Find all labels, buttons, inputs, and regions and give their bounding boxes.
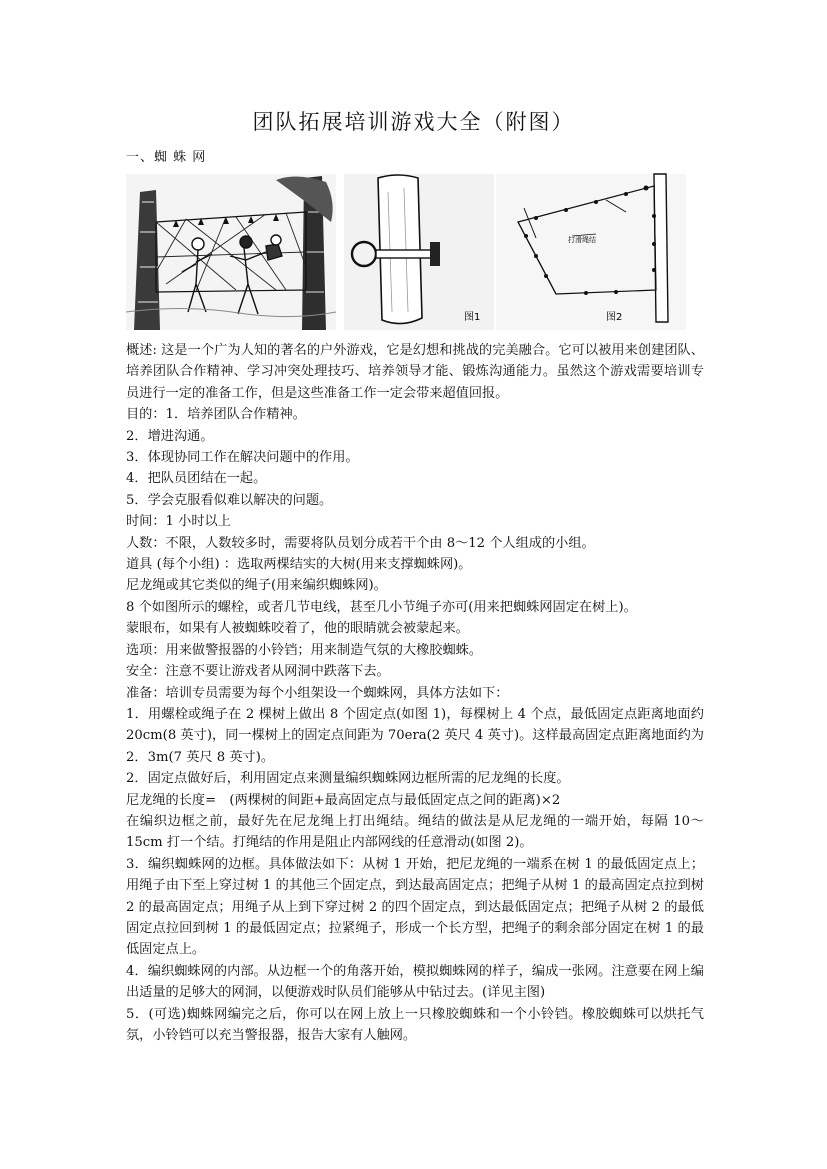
- body-text: [126, 340, 704, 1046]
- figure-2-knots: [496, 174, 686, 330]
- paragraph: 概述: 这是一个广为人知的著名的户外游戏，它是幻想和挑战的完美融合。它可以被用来创建团队、培养团队合作精神、学习冲突处理技巧、培养领导才能、锻炼沟通能力。虽然这个游戏需要培训专员进行一定的准备工作，但是这些准备工作一定会带来超值回报。: [126, 343, 704, 401]
- paragraph: 尼龙绳或其它类似的绳子(用来编织蜘蛛网)。: [126, 578, 387, 594]
- paragraph: 道具 (每个小组) ：选取两棵结实的大树(用来支撑蜘蛛网)。: [126, 557, 472, 573]
- figure-1-label: 图1: [464, 312, 481, 323]
- paragraph: 选项：用来做警报器的小铃铛；用来制造气氛的大橡胶蜘蛛。: [126, 642, 483, 658]
- figure-1-bolt: [344, 174, 494, 330]
- paragraph: 8 个如图所示的螺栓，或者几节电线，甚至几小节绳子亦可(用来把蜘蛛网固定在树上)。: [126, 599, 637, 615]
- paragraph: 准备：培训专员需要为每个小组架设一个蜘蛛网，具体方法如下：: [126, 685, 509, 701]
- figure-2-annotation: 打滑绳结: [568, 236, 596, 244]
- paragraph: 2．固定点做好后，利用固定点来测量编织蜘蛛网边框所需的尼龙绳的长度。: [126, 771, 570, 787]
- page-title: 团队拓展培训游戏大全（附图）: [252, 110, 575, 134]
- paragraph: 人数：不限，人数较多时，需要将队员划分成若干个由 8～12 个人组成的小组。: [126, 535, 595, 551]
- paragraph: 蒙眼布，如果有人被蜘蛛咬着了，他的眼睛就会被蒙起来。: [126, 621, 469, 637]
- paragraph: 时间：1 小时以上: [126, 514, 231, 530]
- spider-web-illustration: [126, 172, 686, 332]
- paragraph: 尼龙绳的长度= (两棵树的间距+最高固定点与最低固定点之间的距离)×2: [126, 792, 561, 808]
- paragraph: 2．增进沟通。: [126, 428, 214, 444]
- paragraph: 3．编织蜘蛛网的边框。具体做法如下：从树 1 开始，把尼龙绳的一端系在树 1 的最低固定点上；用绳子由下至上穿过树 1 的其他三个固定点，到达最高固定点；把绳子从树 1 的最高固定点拉到树 2 的最高固定点；用绳子从上到下穿过树 2 的四个固定点，到达最低固定点；把绳子从树 2 的最低固定点拉回到树 1 的最低固定点；拉紧绳子，形成一个长方型，把绳子的剩余部分固定在树 1 的最低固定点上。: [126, 856, 704, 958]
- paragraph: 5．(可选)蜘蛛网编完之后，你可以在网上放上一只橡胶蜘蛛和一个小铃铛。橡胶蜘蛛可以烘托气氛，小铃铛可以充当警报器，报告大家有人触网。: [126, 1006, 704, 1043]
- figure-2-label: 图2: [606, 312, 623, 323]
- paragraph: 安全：注意不要让游戏者从网洞中跌落下去。: [126, 664, 390, 680]
- paragraph: 3．体现协同工作在解决问题中的作用。: [126, 450, 359, 466]
- paragraph: 在编织边框之前，最好先在尼龙绳上打出绳结。绳结的做法是从尼龙绳的一端开始，每隔 10～15cm 打一个结。打绳结的作用是阻止内部网线的任意滑动(如图 2)。: [126, 813, 704, 851]
- paragraph: 1．用螺栓或绳子在 2 棵树上做出 8 个固定点(如图 1)，每棵树上 4 个点，最低固定点距离地面约 20cm(8 英寸)，同一棵树上的固定点间距为 70era(2 英尺 4 英寸)。这样最高固定点距离地面约为 2．3m(7 英尺 8 英寸)。: [126, 706, 704, 765]
- paragraph: 4．编织蜘蛛网的内部。从边框一个的角落开始，模拟蜘蛛网的样子，编成一张网。注意要在网上编出适量的足够大的网洞，以便游戏时队员们能够从中钻过去。(详见主图): [126, 963, 704, 1001]
- paragraph: 目的：1．培养团队合作精神。: [126, 407, 306, 423]
- paragraph: 5．学会克服看似难以解决的问题。: [126, 492, 333, 508]
- section-heading: 一、蜘 蛛 网: [126, 150, 207, 165]
- spider-web-scene: [126, 174, 336, 330]
- paragraph: 4．把队员团结在一起。: [126, 471, 267, 487]
